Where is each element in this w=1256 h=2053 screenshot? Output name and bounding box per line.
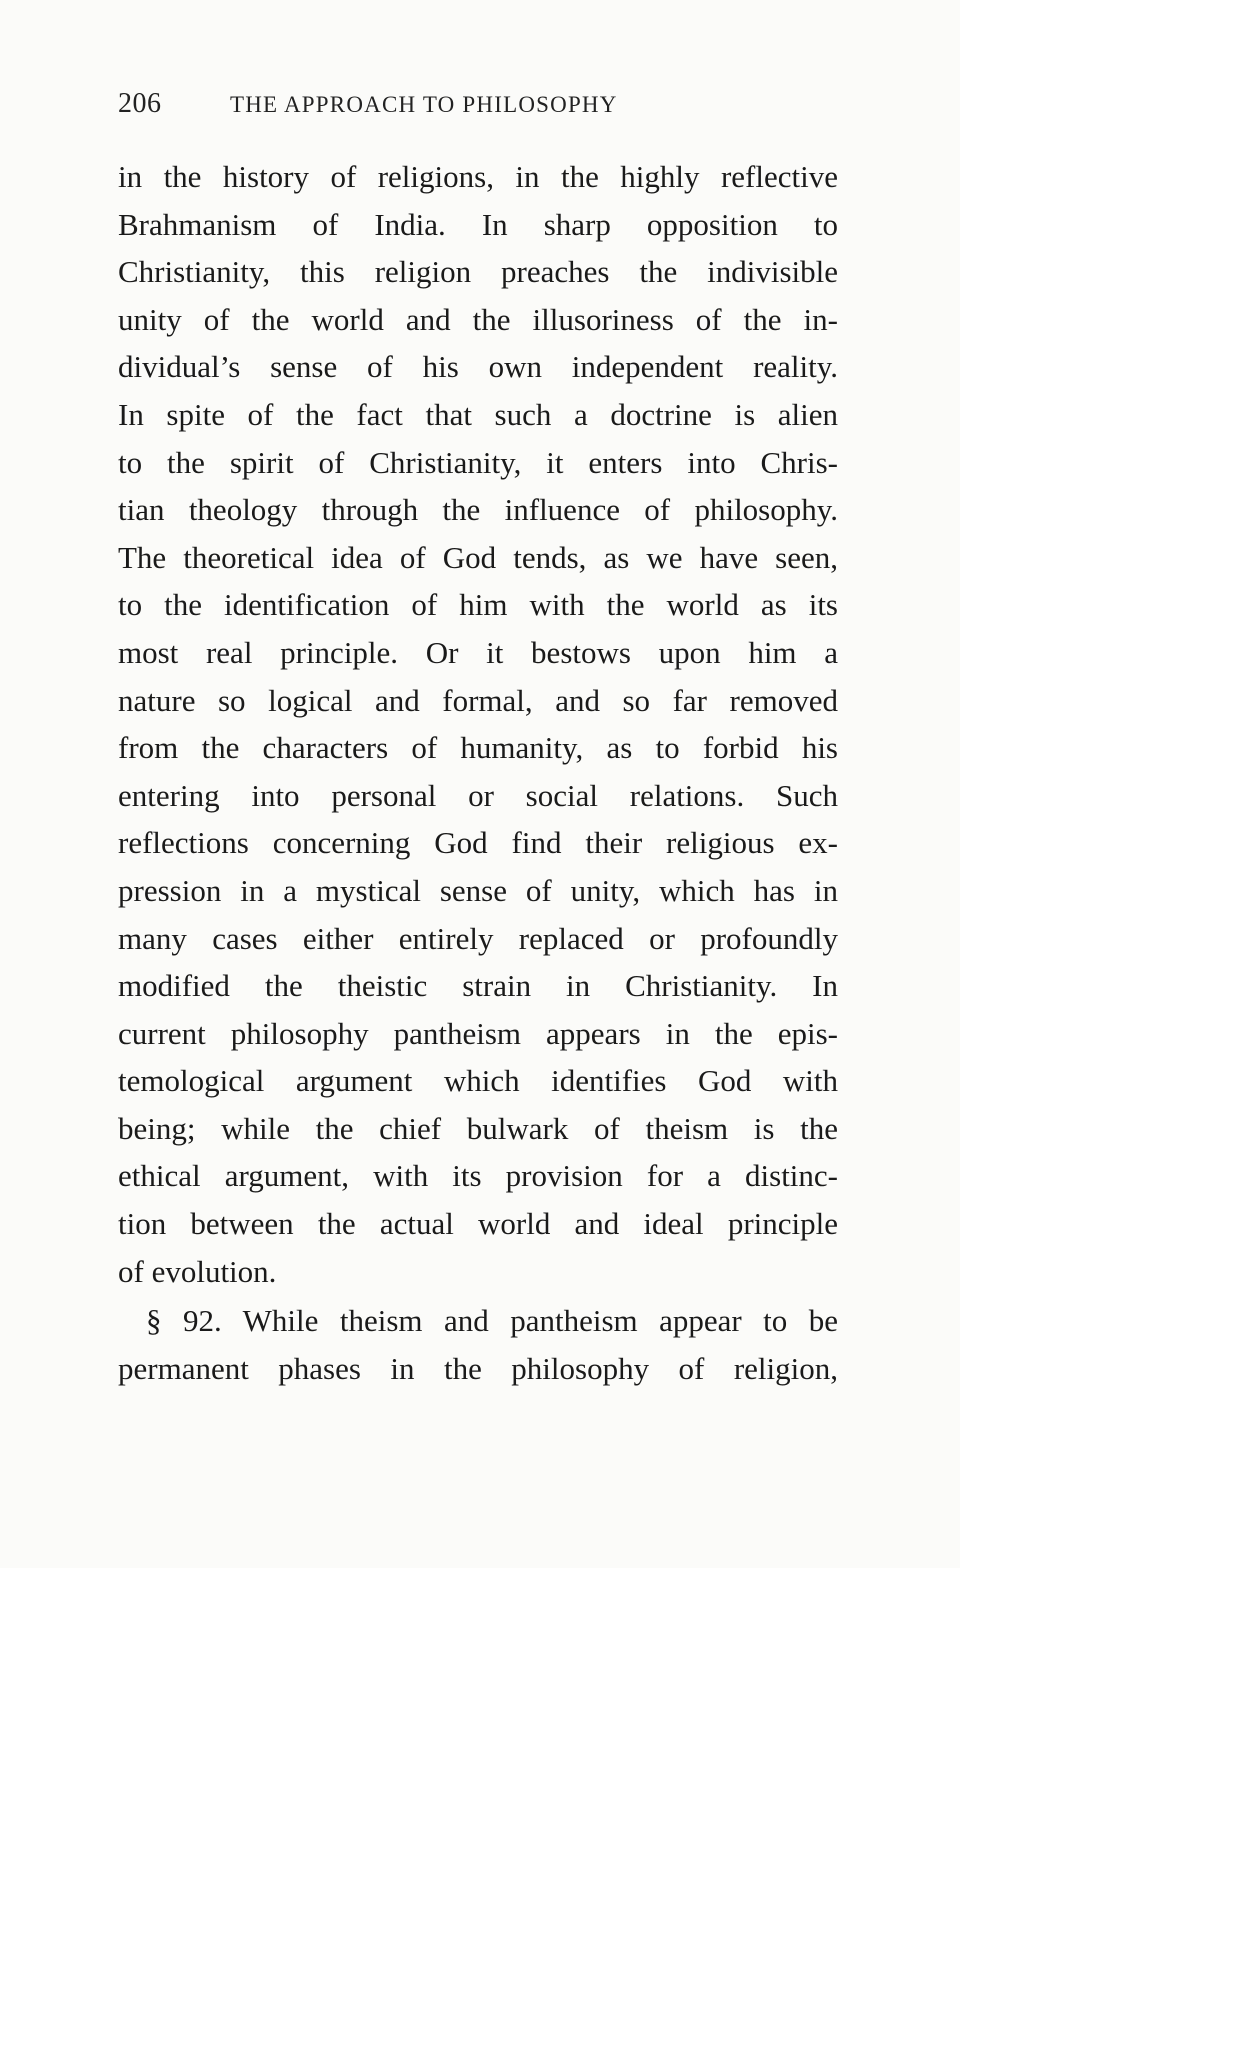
text-line: most real principle. Or it bestows upon him a [118, 634, 838, 670]
text-line: current philosophy pantheism appears in the epis- [118, 1015, 838, 1051]
text-line: to the identification of him with the world as its [118, 587, 838, 623]
paragraph-1 [118, 153, 838, 1295]
text-line: Brahmanism of India. In sharp opposition to [118, 206, 838, 242]
paragraph-2 [118, 1297, 838, 1392]
text-line: in the history of religions, in the highly reflective [118, 159, 838, 194]
text-line: to the spirit of Christianity, it enters into Chris- [118, 444, 838, 480]
text-line: dividual’s sense of his own independent reality. [118, 349, 838, 385]
text-line: permanent phases in the philosophy of religion, [118, 1350, 838, 1386]
body-text [118, 153, 838, 1392]
text-line: many cases either entirely replaced or profoundly [118, 920, 838, 956]
page-number: 206 [118, 88, 162, 119]
text-line: unity of the world and the illusoriness of the in- [118, 301, 838, 337]
text-line: modified the theistic strain in Christianity. In [118, 968, 838, 1004]
text-line: In spite of the fact that such a doctrine is alien [118, 396, 838, 432]
running-title: THE APPROACH TO PHILOSOPHY [230, 92, 618, 117]
text-line: temological argument which identifies God with [118, 1063, 838, 1099]
text-line: tian theology through the influence of philosophy. [118, 492, 838, 528]
text-line: The theoretical idea of God tends, as we have seen, [118, 539, 838, 575]
running-head [118, 88, 838, 124]
text-line: from the characters of humanity, as to forbid his [118, 730, 838, 766]
text-line: being; while the chief bulwark of theism is the [118, 1110, 838, 1146]
text-line: Christianity, this religion preaches the indivisible [118, 254, 838, 290]
section-line: § 92. While theism and pantheism appear to be [146, 1303, 838, 1339]
text-line: nature so logical and formal, and so far removed [118, 682, 838, 718]
text-line: entering into personal or social relations. Such [118, 777, 838, 813]
text-line: of evolution. [118, 1253, 277, 1289]
text-line: reflections concerning God find their religious ex- [118, 825, 838, 861]
text-line: ethical argument, with its provision for a distinc- [118, 1158, 838, 1194]
text-line: pression in a mystical sense of unity, which has in [118, 872, 838, 908]
text-line: tion between the actual world and ideal principle [118, 1206, 838, 1242]
